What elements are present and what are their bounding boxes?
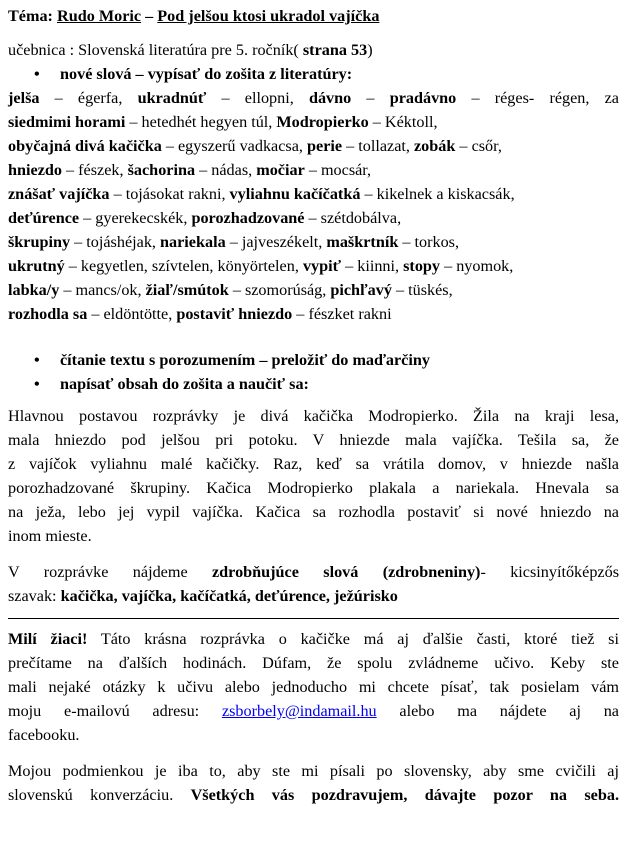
bullet-new-words-text: nové slová – vypísať do zošita z literatúry: [60, 65, 353, 83]
vocab-translation: – tojáshéjak, [70, 233, 161, 251]
summary-line: na ježa, lebo jej vypil vajíčka. Kačica sa rozhodla postaviť si nové hniezdo na [8, 503, 619, 521]
vocab-word: žiaľ/smútok [145, 281, 229, 299]
vocab-translation: – eldöntötte, [87, 305, 177, 323]
summary-line: porozhadzované škrupiny. Kačica Modropierko plakala a nariekala. Hnevala sa [8, 479, 619, 497]
vocab-translation: – kegyetlen, szívtelen, könyörtelen, [64, 257, 303, 275]
summary-line: Hlavnou postavou rozprávky je divá kačička Modropierko. Žila na kraji lesa, [8, 407, 619, 425]
vocab-word: deťúrence [8, 209, 80, 227]
vocab-word: Modropierko [276, 113, 369, 131]
vocab-word: močiar [256, 161, 305, 179]
vocab-translation: – [351, 89, 390, 107]
vocab-word: vypiť [302, 257, 342, 275]
summary-line: mala hniezdo pod jelšou pri potoku. V hniezde mala vajíčka. Tešila sa, že [8, 431, 619, 449]
vocabulary-line [8, 182, 619, 206]
vocab-translation: – mancs/ok, [59, 281, 146, 299]
letter-greeting: Milí žiaci! [8, 630, 88, 648]
email-link[interactable]: zsborbely@indamail.hu [221, 702, 377, 720]
vocab-translation: – tollazat, [342, 137, 414, 155]
letter-paragraph [8, 627, 619, 747]
diminutives-hungarian: - kicsinyítőképzős [480, 563, 619, 581]
vocab-translation: – fészek, [61, 161, 128, 179]
vocab-word: obyčajná divá kačička [8, 137, 162, 155]
vocabulary-line [8, 86, 619, 110]
letter-line-3: mali nejaké otázky k učivu alebo jednoducho mi chcete písať, tak posielam vám [8, 678, 619, 696]
vocabulary-line [8, 110, 619, 134]
vocab-word: hniezdo [8, 161, 62, 179]
closing-line-2 [8, 783, 619, 807]
lesson-title [8, 6, 619, 26]
closing-text: slovenskú konverzáciu. [8, 786, 191, 804]
vocab-translation: – kikelnek a kiskacsák, [360, 185, 515, 203]
diminutives-words-label: szavak: [8, 587, 61, 605]
letter-line-4 [8, 699, 619, 723]
vocab-word: jelša [8, 89, 40, 107]
vocabulary-line [8, 230, 619, 254]
bullet-summary [8, 372, 619, 396]
letter-email-suffix: alebo ma nájdete aj na [376, 702, 619, 720]
vocab-translation: – réges- régen, za [456, 89, 619, 107]
letter-line-1 [8, 627, 619, 651]
closing-line-1: Mojou podmienkou je iba to, aby ste mi písali po slovensky, aby sme cvičili aj [8, 762, 619, 780]
diminutives-line-1 [8, 560, 619, 584]
vocab-word: škrupiny [8, 233, 71, 251]
vocab-word: nariekala [160, 233, 226, 251]
vocab-translation: – jajveszékelt, [225, 233, 327, 251]
diminutives-paragraph [8, 560, 619, 608]
textbook-prefix: učebnica : Slovenská literatúra pre 5. ročník( [8, 41, 303, 59]
vocab-word: postaviť hniezdo [176, 305, 293, 323]
bullet-dot-icon: • [34, 351, 40, 369]
vocabulary-line [8, 206, 619, 230]
closing-paragraph [8, 759, 619, 807]
bullet-summary-text: napísať obsah do zošita a naučiť sa: [60, 375, 309, 393]
vocab-translation: – egyszerű vadkacsa, [161, 137, 307, 155]
vocab-word: siedmimi horami [8, 113, 126, 131]
title-label: Téma: [8, 7, 53, 25]
summary-line: inom mieste. [8, 527, 92, 545]
title-dash: – [141, 7, 158, 25]
vocab-translation: – tojásokat rakni, [109, 185, 230, 203]
vocab-translation: – kiinni, [341, 257, 404, 275]
vocab-translation: – Kéktoll, [368, 113, 438, 131]
vocab-word: stopy [403, 257, 441, 275]
bullet-new-words [8, 62, 619, 86]
divider [8, 618, 619, 619]
title-author: Rudo Moric [57, 7, 142, 25]
letter-line-2: prečítame na ďalších hodinách. Dúfam, že spolu zvládneme učivo. Keby ste [8, 654, 619, 672]
bullet-dot-icon: • [34, 375, 40, 393]
vocab-translation: – hetedhét hegyen túl, [125, 113, 277, 131]
vocabulary-list [8, 86, 619, 326]
vocab-translation: – nyomok, [440, 257, 514, 275]
vocab-translation: – szétdobálva, [304, 209, 402, 227]
vocab-translation: – fészket rakni [292, 305, 392, 323]
bullet-reading [8, 348, 619, 372]
vocabulary-line [8, 254, 619, 278]
letter-text-1: Táto krásna rozprávka o kačičke má aj ďalšie časti, ktoré tiež si [87, 630, 619, 648]
vocab-word: porozhadzované [191, 209, 305, 227]
bullet-dot-icon: • [34, 65, 40, 83]
diminutives-words: kačička, vajíčka, kačíčatká, deťúrence, ježúrisko [60, 587, 398, 605]
vocabulary-line [8, 158, 619, 182]
vocab-word: perie [307, 137, 343, 155]
bullet-reading-text: čítanie textu s porozumením – preložiť do maďarčiny [60, 351, 430, 369]
vocab-word: rozhodla sa [8, 305, 88, 323]
vocab-translation: – mocsár, [304, 161, 372, 179]
vocab-translation: – tüskés, [391, 281, 453, 299]
vocab-word: ukradnúť [137, 89, 207, 107]
vocab-translation: – torkos, [398, 233, 460, 251]
vocab-translation: – gyerekecskék, [79, 209, 192, 227]
letter-line-5: facebooku. [8, 726, 80, 744]
vocabulary-line [8, 302, 619, 326]
textbook-suffix: ) [367, 41, 373, 59]
diminutives-line-2 [8, 584, 619, 608]
diminutives-prefix: V rozprávke nájdeme [8, 563, 212, 581]
textbook-reference [8, 38, 619, 62]
vocabulary-line [8, 278, 619, 302]
vocab-word: maškrtník [326, 233, 399, 251]
vocab-translation: – nádas, [195, 161, 257, 179]
summary-line: z vajíčok vyliahnu malé kačičky. Raz, keď sa vrátila domov, v hniezde našla [8, 455, 619, 473]
vocab-word: pichľavý [330, 281, 392, 299]
vocab-translation: – égerfa, [39, 89, 138, 107]
vocab-translation: – szomorúság, [228, 281, 331, 299]
textbook-page: strana 53 [302, 41, 368, 59]
vocab-word: ukrutný [8, 257, 65, 275]
vocab-word: znášať vajíčka [8, 185, 110, 203]
diminutives-term: zdrobňujúce slová (zdrobneniny) [211, 563, 481, 581]
vocab-word: zobák [413, 137, 456, 155]
vocab-translation: – ellopni, [206, 89, 309, 107]
vocab-word: labka/y [8, 281, 60, 299]
vocab-translation: – csőr, [455, 137, 502, 155]
vocab-word: šachorina [127, 161, 196, 179]
letter-email-prefix: moju e-mailovú adresu: [8, 702, 222, 720]
vocab-word: vyliahnu kačíčatká [229, 185, 361, 203]
closing-greeting: Všetkých vás pozdravujem, dávajte pozor na seba. [190, 786, 619, 804]
vocabulary-line [8, 134, 619, 158]
title-work: Pod jelšou ktosi ukradol vajíčka [157, 7, 380, 25]
story-summary [8, 404, 619, 548]
vocab-word: pradávno [389, 89, 457, 107]
vocab-word: dávno [308, 89, 352, 107]
